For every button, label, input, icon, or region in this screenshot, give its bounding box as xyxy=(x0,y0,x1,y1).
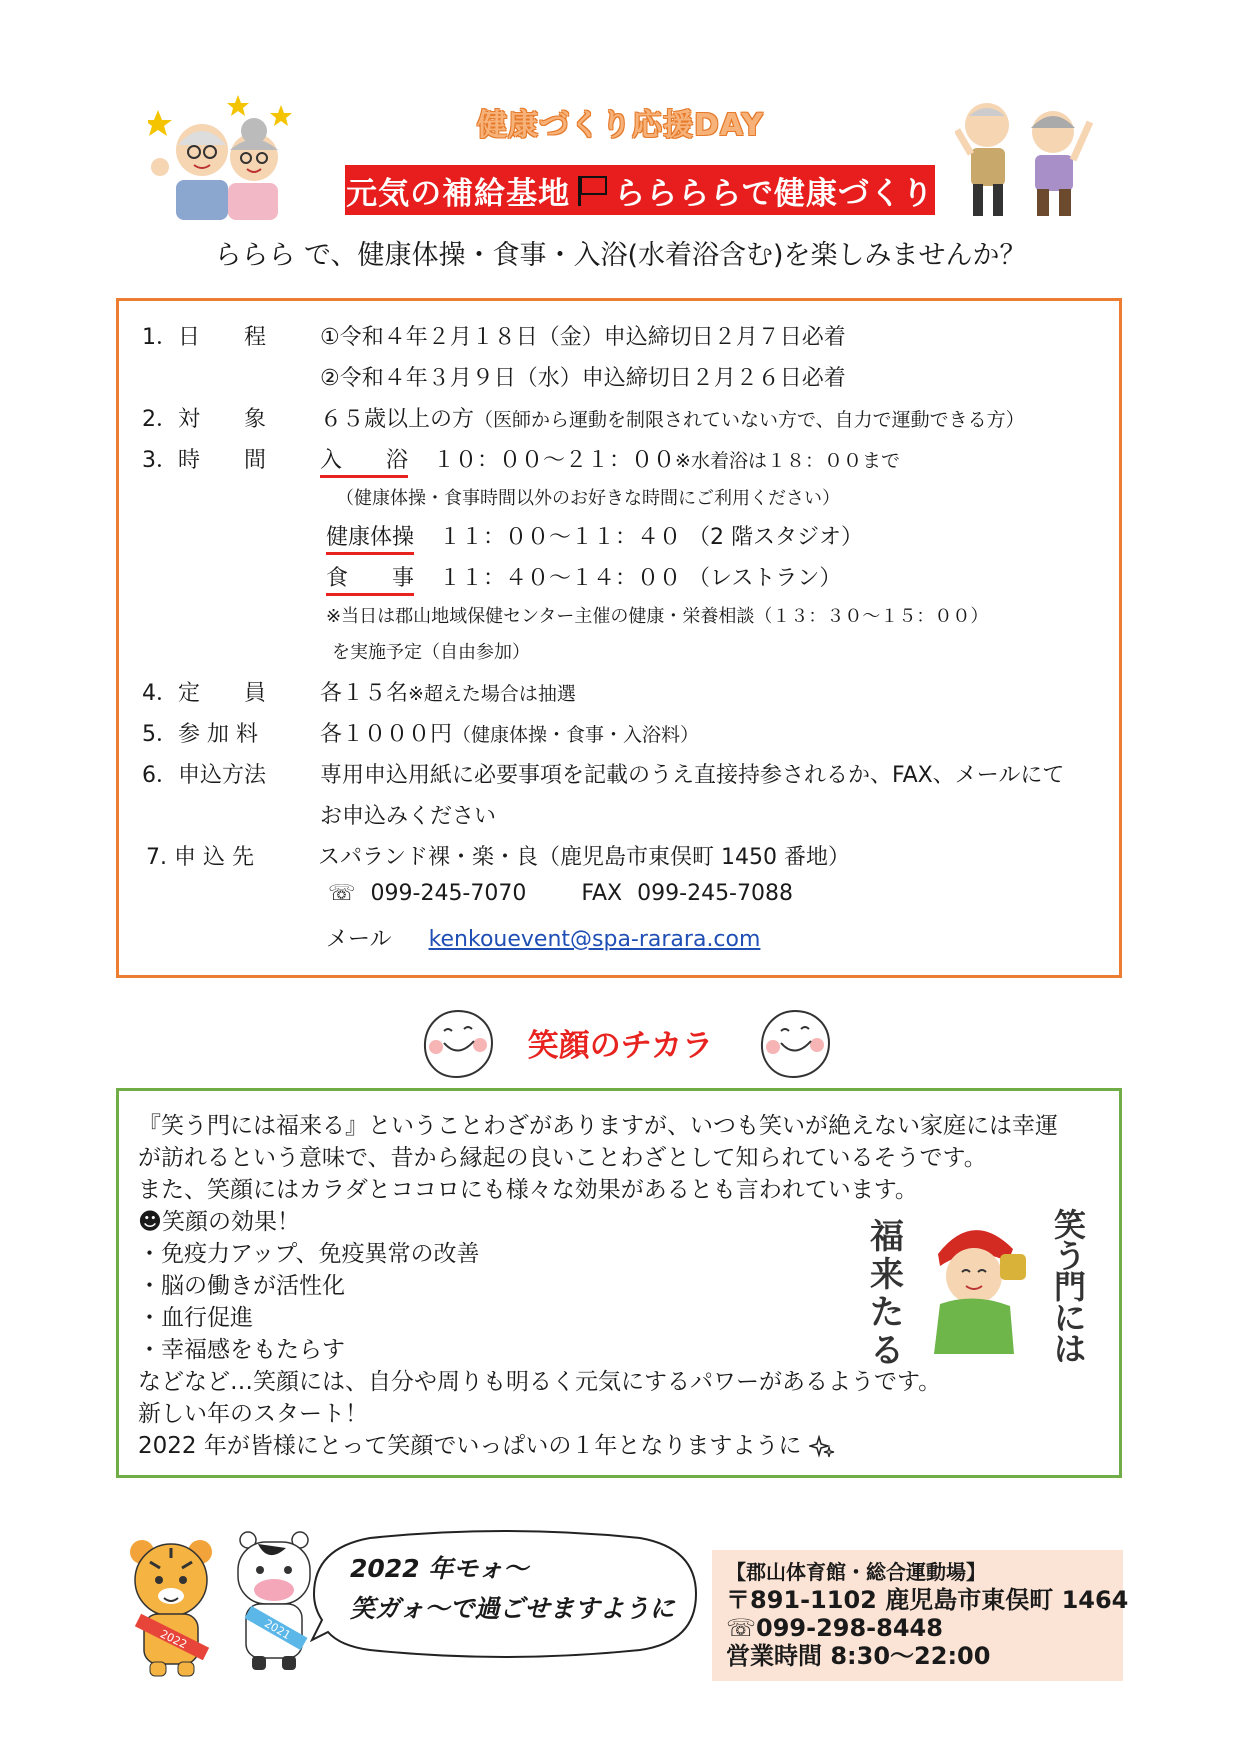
exercise-place: （2 階スタジオ） xyxy=(688,525,864,550)
facility-info-box xyxy=(712,1550,1129,1681)
calligraphy-right: 笑う門には xyxy=(1054,1206,1087,1368)
apply-to-place: スパランド裸・楽・良（鹿児島市東俣町 1450 番地） xyxy=(318,845,850,870)
meal-time: １１：４０～１４：００ xyxy=(439,566,682,591)
smile-line-10: 新しい年のスタート！ xyxy=(138,1401,368,1427)
consult-note-2: を実施予定（自由参加） xyxy=(332,642,530,663)
target-age: ６５歳以上の方 xyxy=(320,407,475,432)
info-tel: ☏099-298-8448 xyxy=(726,1614,943,1642)
phone-icon: ☏ xyxy=(328,881,356,906)
smile-line-5: ・免疫力アップ、免疫異常の改善 xyxy=(138,1241,480,1267)
phone-number: 099-245-7070 xyxy=(370,881,527,906)
tiger-sash-text: 2022 xyxy=(158,1627,190,1652)
bath-note: ※水着浴は１８：００まで xyxy=(675,450,900,472)
bath-sub-note: （健康体操・食事時間以外のお好きな時間にご利用ください） xyxy=(336,488,840,509)
red-flag-icon xyxy=(574,173,610,207)
exercise-row xyxy=(326,520,863,551)
capacity-label: 4．定 員 xyxy=(142,681,266,706)
capacity-note: ※超えた場合は抽選 xyxy=(408,683,576,705)
cow-sash-text: 2021 xyxy=(262,1616,293,1643)
fee-value xyxy=(320,717,699,748)
smile-line-8: ・幸福感をもたらす xyxy=(138,1337,345,1363)
smile-line-1: 『笑う門には福来る』ということわざがありますが、いつも笑いが絶えない家庭には幸運 xyxy=(138,1113,1058,1139)
event-details-box xyxy=(116,298,1122,978)
fukusuke-illustration xyxy=(866,1206,1096,1371)
contact-phone-fax xyxy=(328,881,793,906)
bubble-line-1: 2022 年モォ～ xyxy=(350,1554,529,1583)
meal-label: 食 事 xyxy=(326,566,414,596)
exercise-time: １１：００～１１：４０ xyxy=(439,525,682,550)
info-title: 【郡山体育館・総合運動場】 xyxy=(726,1560,986,1584)
fee-amount: 各１０００円 xyxy=(320,722,453,747)
smile-line-11-text: 2022 年が皆様にとって笑顔でいっぱいの１年となりますように xyxy=(138,1433,802,1459)
smile-line-3: また、笑顔にはカラダとココロにも様々な効果があるとも言われています。 xyxy=(138,1177,918,1203)
mail-link[interactable]: kenkouevent@spa-rarara.com xyxy=(428,927,761,952)
banner-right-text: ららららで健康づくり xyxy=(614,175,934,212)
apply-method-label: 6．申込方法 xyxy=(142,763,266,788)
smile-line-6: ・脳の働きが活性化 xyxy=(138,1273,345,1299)
meal-place: （レストラン） xyxy=(688,566,842,591)
smiley-face-icon xyxy=(755,1005,835,1083)
apply-method-line-1: 専用申込用紙に必要事項を記載のうえ直接持参されるか、FAX、メールにて xyxy=(320,763,1065,788)
schedule-label: 1．日 程 xyxy=(142,325,266,350)
capacity-value xyxy=(320,676,576,707)
target-note: （医師から運動を制限されていない方で、自力で運動できる方） xyxy=(474,409,1025,431)
fee-label: 5．参 加 料 xyxy=(142,722,258,747)
smile-heading: 笑顔のチカラ xyxy=(527,1028,714,1064)
meal-row xyxy=(326,561,841,592)
smile-line-4: ☻笑顔の効果！ xyxy=(138,1209,300,1235)
calligraphy-left: 福来たる xyxy=(870,1217,904,1371)
target-label: 2．対 象 xyxy=(142,407,266,432)
consult-note-1: ※当日は郡山地域保健センター主催の健康・栄養相談（１３：３０～１５：００） xyxy=(326,606,989,627)
fax-label: FAX xyxy=(581,881,623,906)
subtitle: ららら で、健康体操・食事・入浴(水着浴含む)を楽しみませんか？ xyxy=(214,240,1027,271)
banner-left-text: 元気の補給基地 xyxy=(346,175,571,212)
info-address: 〒891-1102 鹿児島市東俣町 1464 xyxy=(726,1586,1129,1614)
smile-line-7: ・血行促進 xyxy=(138,1305,253,1331)
info-hours: 営業時間 8:30～22:00 xyxy=(726,1642,991,1670)
apply-to-label: 7. 申 込 先 xyxy=(146,845,254,870)
cow-illustration xyxy=(228,1520,323,1675)
contact-mail xyxy=(326,922,760,953)
bubble-line-2: 笑ガォ～で過ごせますように xyxy=(350,1594,675,1623)
time-label: 3．時 間 xyxy=(142,448,266,473)
event-title: 健康づくり応援DAY xyxy=(477,108,764,143)
bath-label: 入 浴 xyxy=(320,448,408,478)
bath-row xyxy=(320,443,900,474)
apply-method-line-2: お申込みください xyxy=(320,804,497,829)
sparkle-icon xyxy=(809,1435,835,1459)
mail-label: メール xyxy=(326,927,392,952)
schedule-date-2: ②令和４年３月９日（水）申込締切日２月２６日必着 xyxy=(320,366,846,391)
schedule-date-1: ①令和４年２月１８日（金）申込締切日２月７日必着 xyxy=(320,325,846,350)
smile-line-2: が訪れるという意味で、昔から縁起の良いことわざとして知られているそうです。 xyxy=(138,1145,987,1171)
exercise-label: 健康体操 xyxy=(326,525,414,555)
target-value xyxy=(320,402,1025,433)
slogan-banner xyxy=(345,165,935,215)
fee-note: （健康体操・食事・入浴料） xyxy=(452,724,700,746)
smile-line-11 xyxy=(138,1427,835,1460)
smile-line-9: などなど…笑顔には、自分や周りも明るく元気にするパワーがあるようです。 xyxy=(138,1369,942,1395)
bath-time: １０：００～２１：００ xyxy=(433,448,676,473)
capacity-count: 各１５名 xyxy=(320,681,409,706)
tiger-illustration xyxy=(120,1528,225,1678)
fax-number: 099-245-7088 xyxy=(637,881,793,906)
